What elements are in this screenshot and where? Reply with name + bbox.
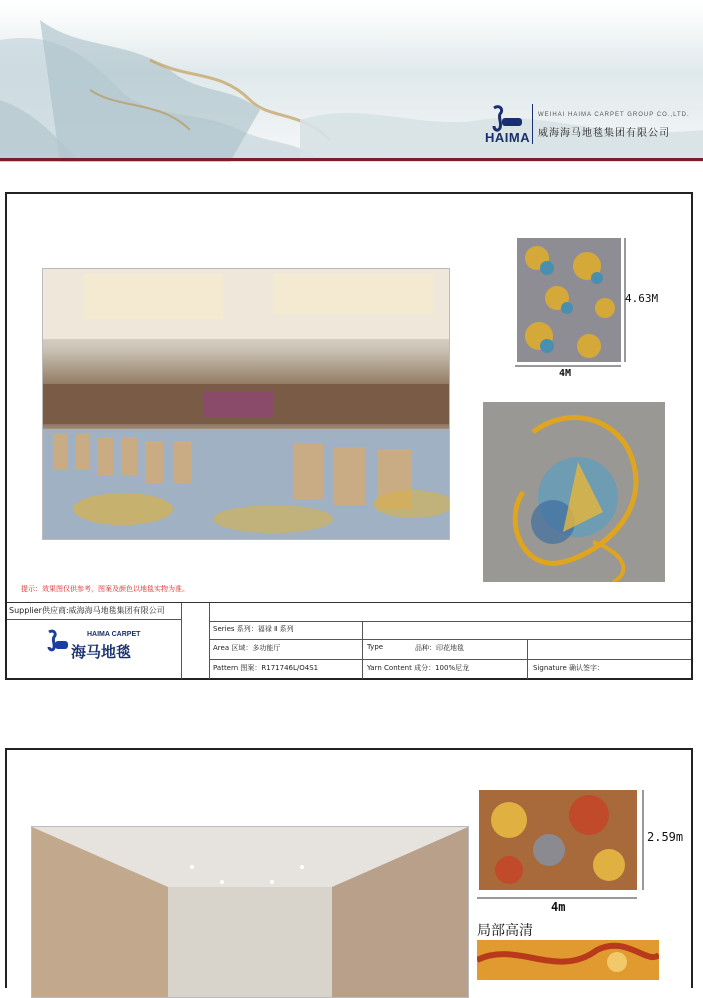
brand-en: HAIMA CARPET bbox=[87, 631, 141, 638]
banquet-hall-rendering bbox=[42, 268, 450, 540]
pattern-field: Pattern 图案：R171746L/O4S1 bbox=[213, 664, 319, 672]
swatch-height-label: 2.59m bbox=[647, 830, 684, 844]
logo-text: HAIMA bbox=[485, 130, 531, 145]
header-banner bbox=[0, 0, 703, 162]
brand-cn: 海马地毯 bbox=[71, 643, 132, 661]
detail-flower-pattern bbox=[483, 402, 665, 582]
swatch-dimension-lines bbox=[477, 790, 657, 910]
carpet-detail-closeup bbox=[477, 940, 659, 980]
type-value: 品种：印花地毯 bbox=[415, 644, 464, 652]
company-name-en: WEIHAI HAIMA CARPET GROUP CO.,LTD. bbox=[538, 112, 690, 118]
carpet-detail-closeup bbox=[483, 402, 665, 582]
table-divider bbox=[527, 639, 528, 679]
swatch-width-label: 4M bbox=[559, 368, 572, 379]
table-divider bbox=[181, 603, 182, 679]
type-label: Type bbox=[367, 643, 384, 651]
hall-illustration bbox=[43, 269, 449, 539]
corridor-illustration bbox=[32, 827, 468, 997]
swatch-height-label: 4.63M bbox=[625, 292, 659, 305]
area-field: Area 区域：多功能厅 bbox=[213, 644, 281, 652]
detail-pattern bbox=[477, 940, 659, 980]
design-sheet-1 bbox=[5, 192, 693, 680]
table-divider bbox=[7, 619, 181, 620]
table-divider bbox=[209, 621, 691, 622]
detail-title: 局部高清 bbox=[477, 923, 533, 939]
logo-separator bbox=[532, 104, 533, 144]
series-field: Series 系列：福禄 Ⅱ 系列 bbox=[213, 625, 294, 633]
swatch-width-label: 4m bbox=[551, 900, 566, 914]
spec-table bbox=[7, 602, 691, 679]
table-divider bbox=[209, 603, 210, 679]
corridor-rendering bbox=[31, 826, 469, 998]
company-name-cn: 威海海马地毯集团有限公司 bbox=[538, 128, 670, 139]
table-divider bbox=[362, 621, 363, 679]
signature-field: Signature 确认签字： bbox=[533, 664, 604, 672]
banner-divider bbox=[0, 158, 703, 161]
disclaimer-note: 提示：效果图仅供参考，图案及颜色以地毯实物为准。 bbox=[21, 585, 189, 593]
design-sheet-2 bbox=[5, 748, 693, 988]
table-divider bbox=[209, 659, 691, 660]
supplier-label: Supplier供应商:威海海马地毯集团有限公司 bbox=[9, 606, 165, 615]
yarn-field: Yarn Content 成分：100%尼龙 bbox=[367, 664, 470, 672]
swatch-dimension-lines bbox=[515, 238, 635, 378]
table-divider bbox=[209, 639, 691, 640]
seahorse-logo-icon bbox=[43, 629, 69, 655]
